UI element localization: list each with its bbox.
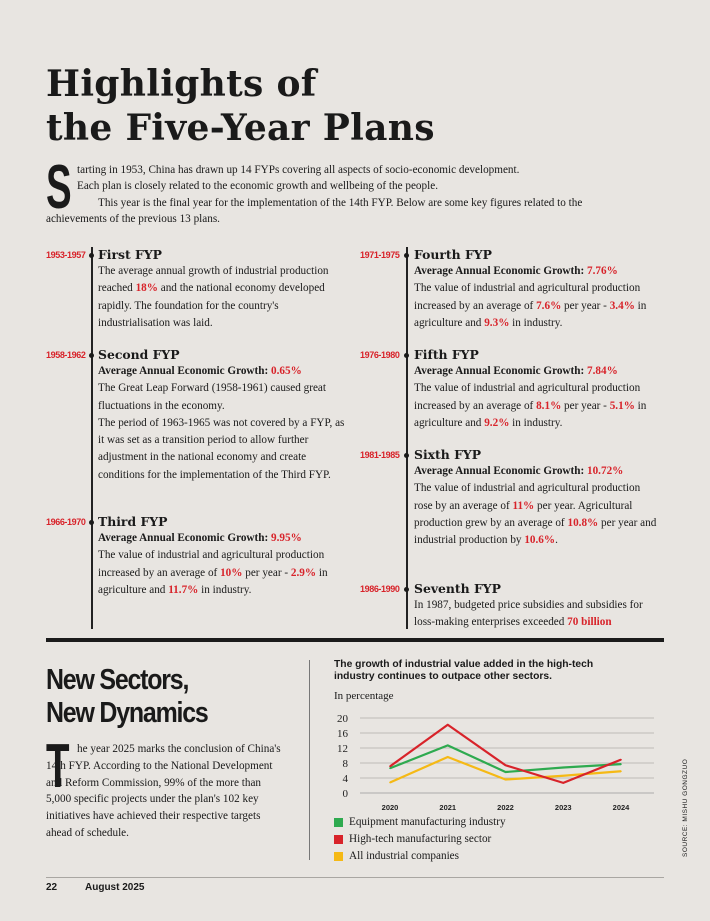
plan-description: The value of industrial and agricultural production increased by an average of 8.1% per year - 5.1% in agriculture and 9.2% in industry. [414, 382, 647, 429]
plan-growth: Average Annual Economic Growth: 9.95% [98, 532, 302, 544]
plan-name: Fourth FYP [414, 247, 492, 262]
plan-description: The average annual growth of industrial production reached 18% and the national economy developed rapidly. The foundation for the country's industrialisation was laid. [98, 265, 329, 329]
plan-sixth [360, 447, 659, 549]
x-tick-label: 2020 [381, 803, 399, 812]
new-sectors-title-line-1: New Sectors, [46, 664, 189, 696]
chart-y-unit: In percentage [334, 690, 394, 702]
y-tick-label: 0 [342, 788, 348, 800]
new-sectors-paragraph: he year 2025 marks the conclusion of China's 14th FYP. According to the National Development and Reform Commission, 99% of the more than 5,000 specific projects under the plan's 102 key initiatives have achieved their respective targets ahead of schedule. [46, 743, 281, 839]
plan-first [46, 247, 343, 332]
y-tick-label: 8 [342, 758, 348, 770]
legend-swatch [334, 818, 343, 827]
intro [46, 153, 586, 228]
plan-name: First FYP [98, 247, 163, 262]
legend-label: All industrial companies [349, 850, 459, 862]
data-point [620, 759, 622, 761]
y-tick-label: 12 [337, 743, 348, 755]
x-tick-label: 2022 [497, 803, 514, 812]
column-separator [309, 660, 310, 860]
page-title [46, 62, 435, 150]
plan-years: 1958-1962 [46, 350, 86, 360]
data-point [562, 767, 564, 769]
plan-name: Second FYP [98, 347, 180, 362]
new-sectors-title [46, 664, 208, 730]
x-tick-label: 2024 [612, 803, 630, 812]
intro-paragraph-1a: tarting in 1953, China has drawn up 14 FYPs covering all aspects of socio-economic development. [77, 164, 520, 176]
plan-years: 1953-1957 [46, 250, 86, 260]
data-point [620, 763, 622, 765]
y-tick-label: 20 [337, 713, 348, 725]
x-tick-label: 2023 [554, 803, 572, 812]
legend-item-equipment [334, 814, 506, 831]
plan-third [46, 514, 343, 599]
timeline-dot [404, 453, 409, 458]
plan-name: Sixth FYP [414, 447, 482, 462]
intro-paragraph-2: This year is the final year for the implementation of the 14th FYP. Below are some key figures related to the achievements of the previous 13 plans. [46, 196, 583, 226]
plan-description: In 1987, budgeted price subsidies and subsidies for loss-making enterprises exceeded 70 billion [414, 599, 643, 629]
new-sectors-title-line-2: New Dynamics [46, 697, 208, 729]
plan-description: The value of industrial and agricultural production rose by an average of 11% per year. Agricultural production grew by an average of 10.8% per year and industrial production by 10.6%. [414, 482, 657, 547]
legend-swatch [334, 852, 343, 861]
legend-item-all-industrial [334, 848, 506, 865]
plan-growth: Average Annual Economic Growth: 0.65% [98, 365, 302, 377]
plan-seventh [360, 581, 664, 632]
data-point [505, 764, 507, 766]
plan-name: Fifth FYP [414, 347, 479, 362]
x-tick-label: 2021 [439, 803, 457, 812]
legend-label: Equipment manufacturing industry [349, 816, 506, 828]
data-point [620, 770, 622, 772]
timeline-dot [89, 520, 94, 525]
data-point [447, 756, 449, 758]
data-point [447, 745, 449, 747]
intro-dropcap: S [46, 153, 72, 222]
plan-name: Third FYP [98, 514, 168, 529]
page-number: 22 [46, 882, 58, 893]
timeline-dot [89, 253, 94, 258]
timeline-dot [89, 353, 94, 358]
footer-rule [46, 877, 664, 878]
data-point [505, 779, 507, 781]
new-sectors-dropcap: T [46, 732, 70, 801]
plan-description: The value of industrial and agricultural production increased by an average of 10% per year - 2.9% in agriculture and 11.7% in industry. [98, 549, 328, 596]
plan-growth: Average Annual Economic Growth: 7.84% [414, 365, 618, 377]
legend-swatch [334, 835, 343, 844]
intro-paragraph-1b: Each plan is closely related to the economic growth and wellbeing of the people. [77, 180, 438, 193]
plan-growth: Average Annual Economic Growth: 10.72% [414, 465, 624, 477]
y-tick-label: 16 [337, 728, 348, 740]
data-point [562, 775, 564, 777]
plan-description: The value of industrial and agricultural production increased by an average of 7.6% per year - 3.4% in agriculture and 9.3% in industry. [414, 282, 647, 329]
plan-second [46, 347, 351, 484]
plan-description-2: The period of 1963-1965 was not covered by a FYP, as it was set as a transition period to allow further adjustment in the national economy and create conditions for the implementation of the Third FYP. [98, 416, 345, 481]
source-credit: SOURCE: MISHU GONGZUO [682, 758, 689, 857]
plan-years: 1971-1975 [360, 250, 400, 260]
series-line-2 [390, 757, 621, 783]
timeline-dot [404, 353, 409, 358]
timeline-dot [404, 253, 409, 258]
data-point [562, 782, 564, 784]
plan-years: 1976-1980 [360, 350, 400, 360]
data-point [505, 771, 507, 773]
y-tick-label: 4 [342, 773, 348, 785]
plan-years: 1986-1990 [360, 584, 400, 594]
data-point [389, 782, 391, 784]
plan-years: 1981-1985 [360, 450, 400, 460]
plan-description: The Great Leap Forward (1958-1961) caused great fluctuations in the economy. [98, 382, 327, 412]
legend-item-high-tech [334, 831, 506, 848]
data-point [389, 767, 391, 769]
plan-name: Seventh FYP [414, 581, 501, 596]
chart-legend [334, 814, 506, 865]
chart-title: The growth of industrial value added in the high-tech industry continues to outpace other sectors. [334, 659, 594, 682]
plan-fourth [360, 247, 659, 332]
data-point [447, 724, 449, 726]
title-line-1: Highlights of [46, 63, 317, 105]
data-point [389, 766, 391, 768]
plan-years: 1966-1970 [46, 517, 86, 527]
section-divider [46, 638, 664, 642]
title-line-2: the Five-Year Plans [46, 107, 435, 149]
issue-date: August 2025 [85, 882, 145, 893]
timeline-line-left [91, 247, 93, 629]
new-sectors-body [46, 732, 286, 842]
line-chart [326, 708, 661, 812]
timeline-dot [404, 587, 409, 592]
plan-fifth [360, 347, 659, 432]
plan-growth: Average Annual Economic Growth: 7.76% [414, 265, 618, 277]
legend-label: High-tech manufacturing sector [349, 833, 492, 845]
timeline-line-right [406, 247, 408, 629]
